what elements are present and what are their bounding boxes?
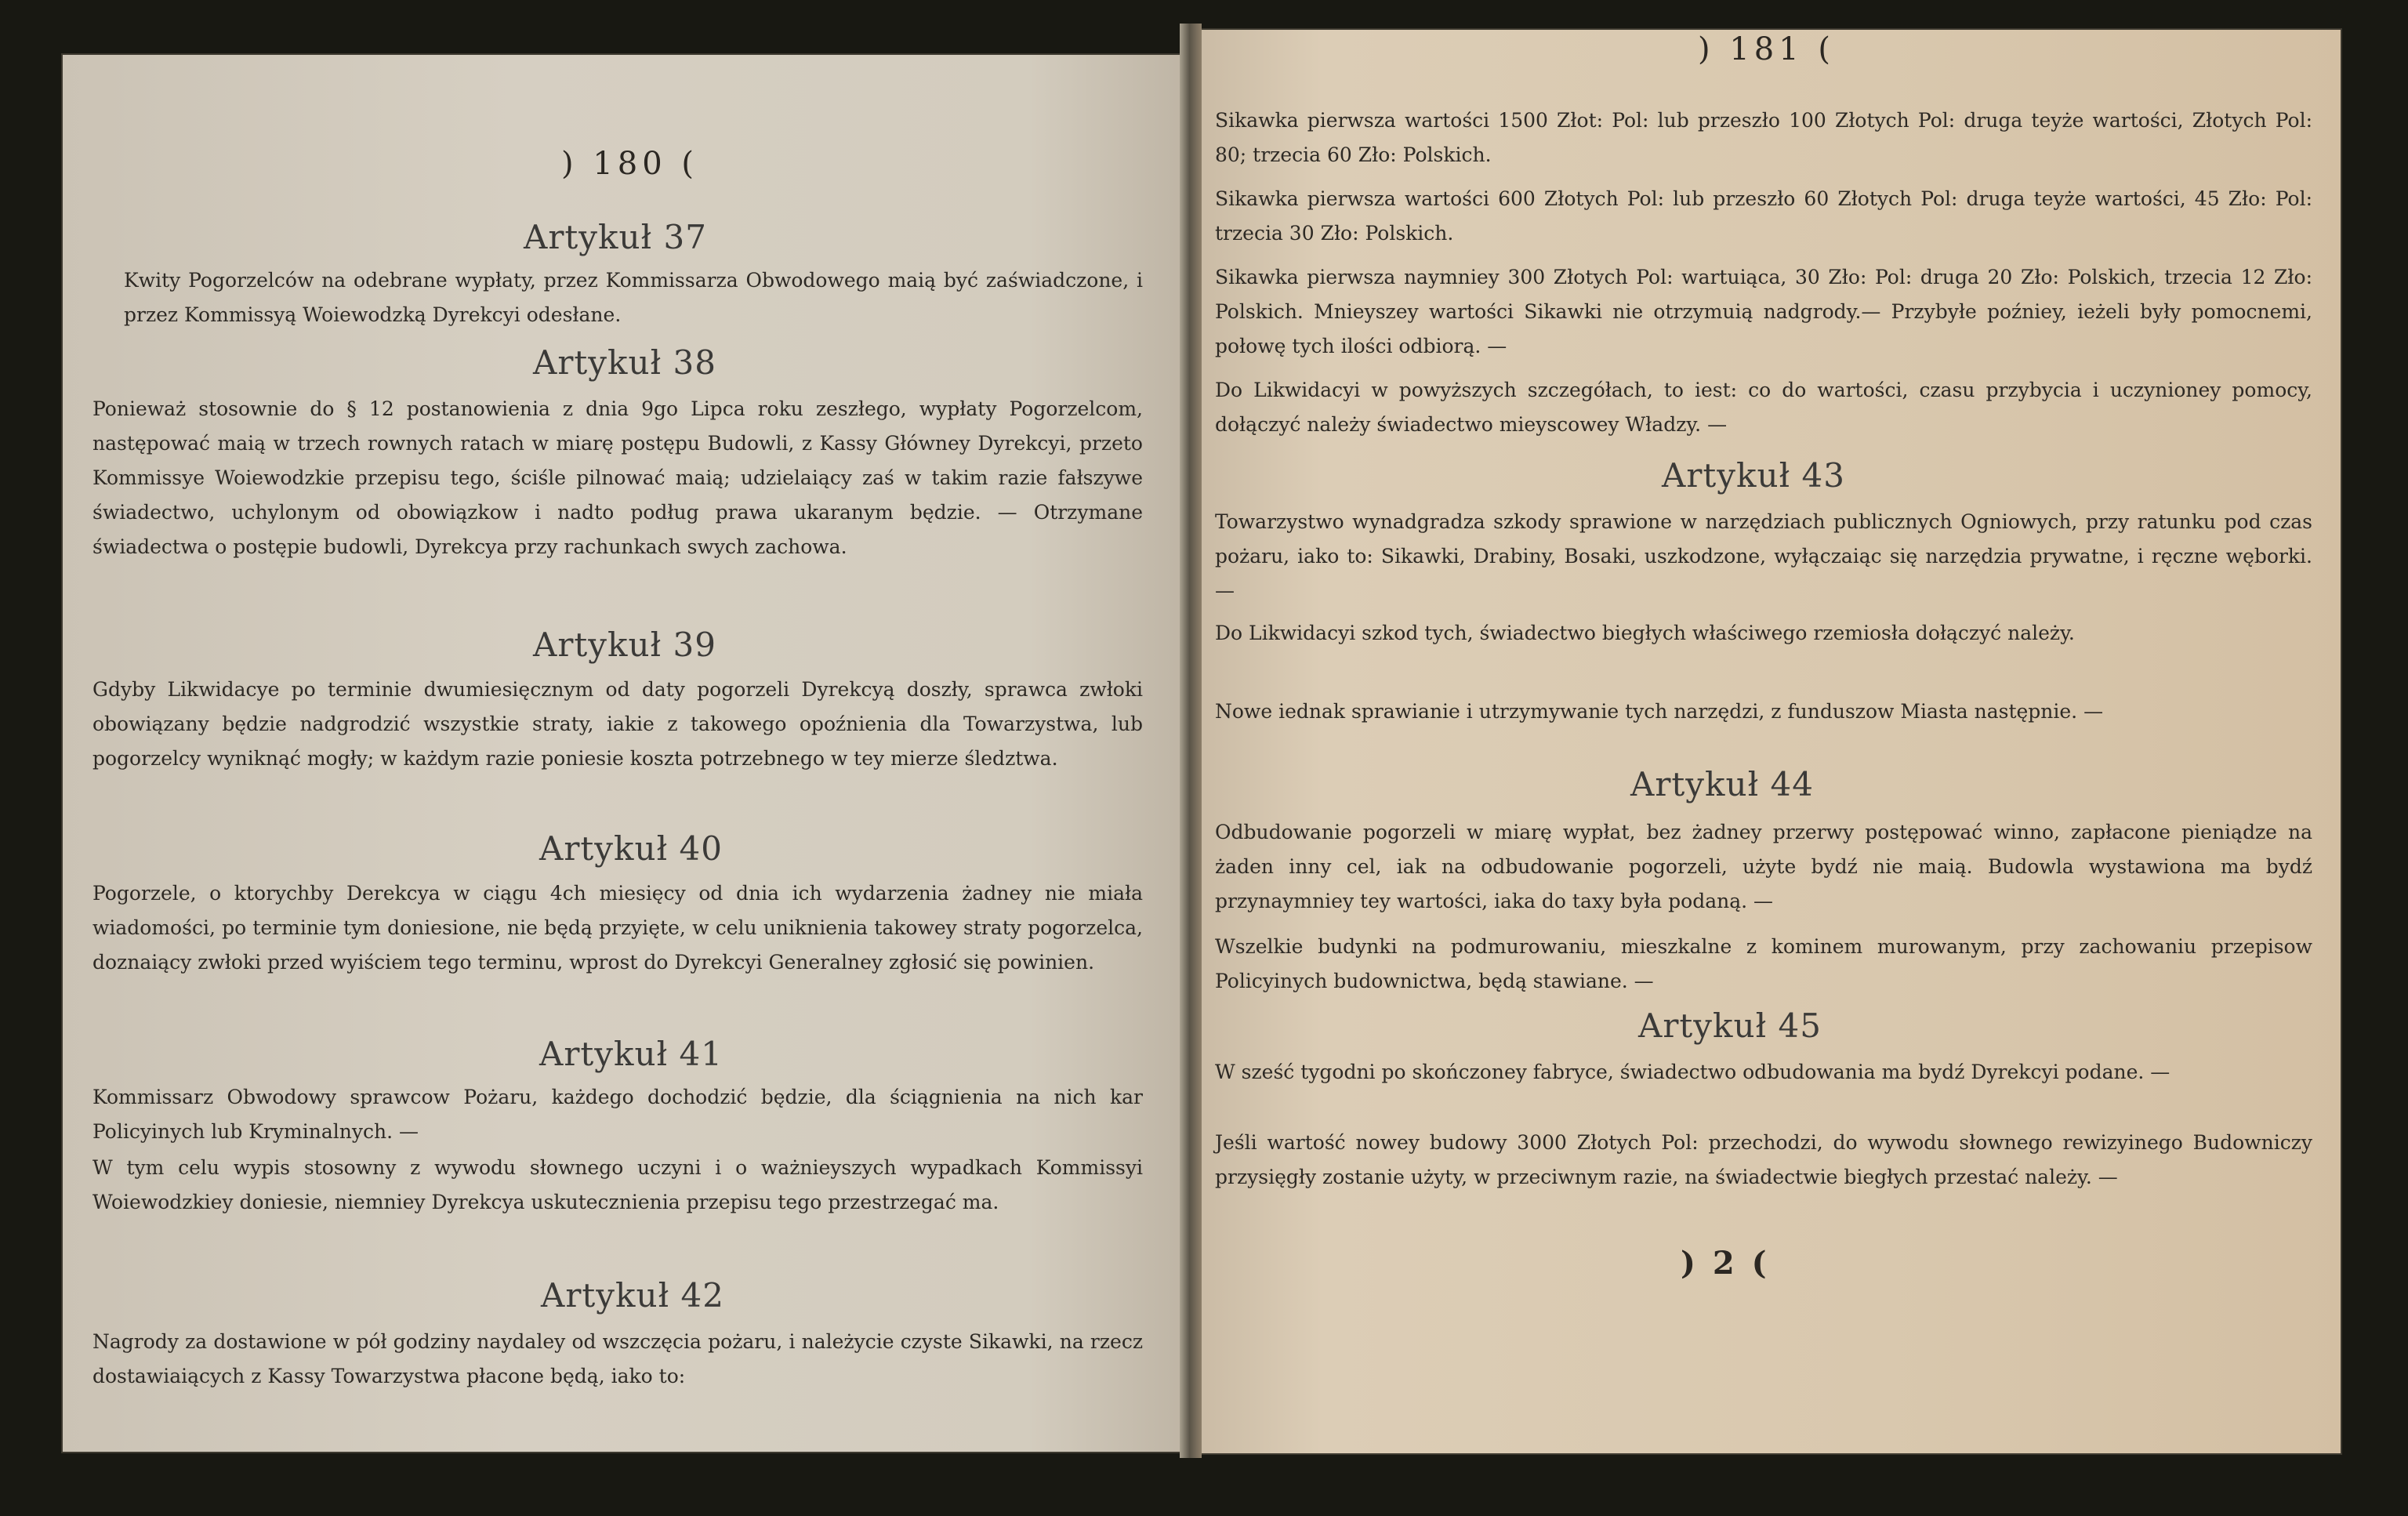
article-45-heading: Artykuł 45 bbox=[1638, 1006, 1822, 1045]
article-42-text: Nagrody za dostawione w pół godziny naydaley od wszczęcia pożaru, i należycie czyste Sikawki, na rzecz dostawiaiących z Kassy Towarzystwa płacone będą, iako to: bbox=[92, 1330, 1143, 1387]
article-40-text: Pogorzele, o ktorychby Derekcya w ciągu 4ch miesięcy od dnia ich wydarzenia żadney nie miała wiadomości, po terminie tym doniesione, nie będą przyięte, w celu uniknienia takowey straty pogorzelca, doznaiący zwłoki przed wyiściem tego terminu, wprost do Dyrekcyi Generalney zgłosić się powinien. bbox=[92, 882, 1143, 974]
article-43-text-3: Nowe iednak sprawianie i utrzymywanie tych narzędzi, z funduszow Miasta następnie. — bbox=[1215, 700, 2104, 723]
article-45-text-1: W sześć tygodni po skończoney fabryce, świadectwo odbudowania ma bydź Dyrekcyi podane. — bbox=[1215, 1061, 2170, 1083]
article-43-text-2: Do Likwidacyi szkod tych, świadectwo biegłych właściwego rzemiosła dołączyć należy. bbox=[1215, 622, 2075, 644]
article-43-heading: Artykuł 43 bbox=[1662, 456, 1845, 495]
page-number-right: ) 181 ( bbox=[1698, 31, 1835, 67]
article-38-heading: Artykuł 38 bbox=[533, 343, 716, 382]
article-44-text-1: Odbudowanie pogorzeli w miarę wypłat, bez żadney przerwy postępować winno, zapłacone pieniądze na żaden inny cel, iak na odbudowanie pogorzeli, użyte bydź nie maią. Budowla wystawiona ma bydź przynaymniey tey wartości, iaka do taxy była podaną. — bbox=[1215, 821, 2312, 912]
article-43-text-1: Towarzystwo wynadgradza szkody sprawione w narzędziach publicznych Ogniowych, przy ratunku pod czas pożaru, iako to: Sikawki, Drabiny, Bosaki, uszkodzone, wyłączaiąc się narzędzia prywatne, i ręczne węborki. — bbox=[1215, 510, 2312, 602]
intro-paragraph-3: Sikawka pierwsza naymniey 300 Złotych Pol: wartuiąca, 30 Zło: Pol: druga 20 Zło: Polskich, trzecia 12 Zło: Polskich. Mnieyszey wartości Sikawki nie otrzymuią nadgrody.— Przybyłe poźniey, ieżeli były pomocnemi, połowę tych ilości odbiorą. — bbox=[1215, 266, 2312, 357]
intro-paragraph-4: Do Likwidacyi w powyższych szczegółach, to iest: co do wartości, czasu przybycia i uczynioney pomocy, dołączyć należy świadectwo mieyscowey Władzy. — bbox=[1215, 379, 2312, 436]
article-44-text-2: Wszelkie budynki na podmurowaniu, mieszkalne z kominem murowanym, przy zachowaniu przepisow Policyinych budownictwa, będą stawiane. — bbox=[1215, 935, 2312, 992]
article-41-text-1: Kommissarz Obwodowy sprawcow Pożaru, każdego dochodzić będzie, dla ściągnienia na nich kar Policyinych lub Kryminalnych. — bbox=[92, 1086, 1143, 1143]
article-39-heading: Artykuł 39 bbox=[533, 626, 716, 664]
article-38-text: Ponieważ stosownie do § 12 postanowienia z dnia 9go Lipca roku zeszłego, wypłaty Pogorzelcom, następować maią w trzech rownych ratach w miarę postępu Budowli, z Kassy Główney Dyrekcyi, przeto Kommissye Woiewodzkie przepisu tego, ściśle pilnować maią; udzielaiący zaś w takim razie fałszywe świadectwo, uchylonym od obowiązkow i nadto podług prawa ukaranym będzie. — Otrzymane świadectwa o postępie budowli, Dyrekcya przy rachunkach swych zachowa. bbox=[92, 397, 1143, 558]
article-41-text-2: W tym celu wypis stosowny z wywodu słownego uczyni i o ważnieyszych wypadkach Kommissyi Woiewodzkiey doniesie, niemniey Dyrekcya uskutecznienia przepisu tego przestrzegać ma. bbox=[92, 1156, 1143, 1213]
article-39-text: Gdyby Likwidacye po terminie dwumiesięcznym od daty pogorzeli Dyrekcyą doszły, sprawca zwłoki obowiązany będzie nadgrodzić wszystkie straty, iakie z takowego opoźnienia dla Towarzystwa, lub pogorzelcy wyniknąć mogły; w każdym razie poniesie koszta potrzebnego w tey mierze śledztwa. bbox=[92, 678, 1143, 770]
article-42-heading: Artykuł 42 bbox=[541, 1276, 724, 1315]
intro-paragraph-2: Sikawka pierwsza wartości 600 Złotych Pol: lub przeszło 60 Złotych Pol: druga teyże wartości, 45 Zło: Pol: trzecia 30 Zło: Polskich. bbox=[1215, 187, 2312, 245]
article-37-heading: Artykuł 37 bbox=[524, 218, 707, 256]
article-40-heading: Artykuł 40 bbox=[539, 829, 723, 868]
article-44-heading: Artykuł 44 bbox=[1630, 765, 1814, 803]
page-number-left: ) 180 ( bbox=[561, 146, 698, 182]
right-page bbox=[1184, 28, 2342, 1455]
book-gutter bbox=[1180, 24, 1202, 1458]
signature-mark: ) 2 ( bbox=[1681, 1245, 1770, 1282]
article-41-heading: Artykuł 41 bbox=[539, 1035, 723, 1073]
left-page bbox=[61, 53, 1198, 1453]
intro-paragraph-1: Sikawka pierwsza wartości 1500 Złot: Pol: lub przeszło 100 Złotych Pol: druga teyże wartości, Złotych Pol: 80; trzecia 60 Zło: Polskich. bbox=[1215, 109, 2312, 166]
article-37-text: Kwity Pogorzelców na odebrane wypłaty, przez Kommissarza Obwodowego maią być zaświadczone, i przez Kommissyą Woiewodzką Dyrekcyi odesłane. bbox=[124, 269, 1143, 326]
article-45-text-2: Jeśli wartość nowey budowy 3000 Złotych Pol: przechodzi, do wywodu słownego rewizyinego Budowniczy przysięgły zostanie użyty, w przeciwnym razie, na świadectwie biegłych przestać należy. — bbox=[1215, 1131, 2312, 1188]
